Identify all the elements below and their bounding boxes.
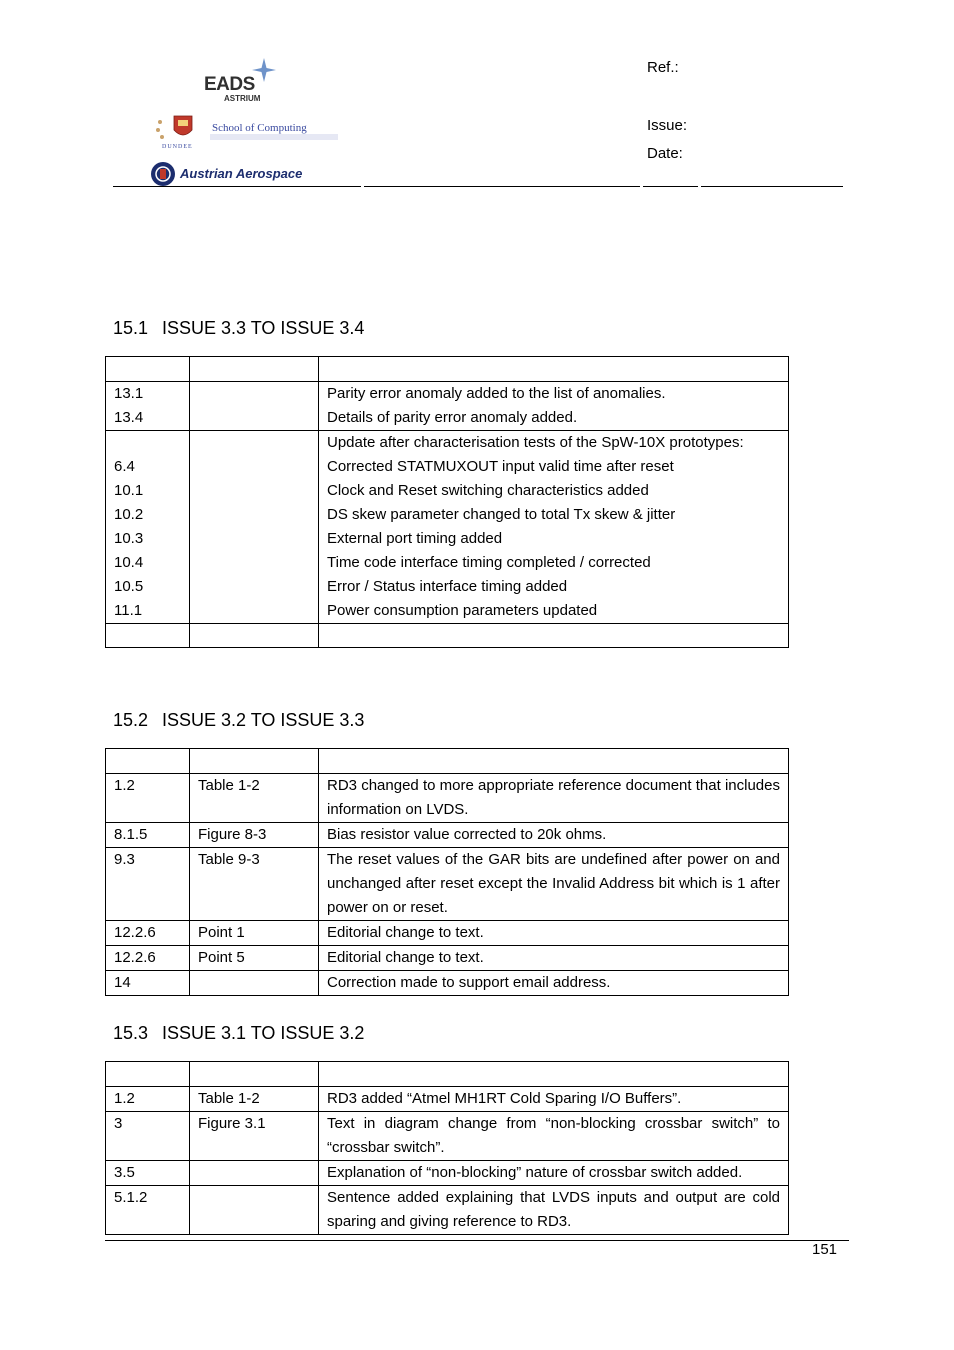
header-cell — [106, 749, 190, 774]
item-cell — [190, 382, 319, 431]
header-cell — [106, 357, 190, 382]
header-rule-1 — [113, 186, 361, 187]
section-cell: 9.3 — [106, 848, 190, 921]
eads-logo-text: EADS — [204, 74, 255, 95]
date-label: Date: — [647, 145, 683, 162]
header-cell — [319, 357, 789, 382]
table-row — [106, 823, 789, 848]
table-header-row — [106, 1062, 789, 1087]
table-header-row — [106, 357, 789, 382]
item-cell: Table 9-3 — [190, 848, 319, 921]
section-number: 15.3 — [113, 1023, 149, 1043]
description-cell: The reset values of the GAR bits are undefined after power on and unchanged after reset except the Invalid Address bit which is 1 after power on or reset. — [319, 848, 789, 921]
school-of-computing-text: School of Computing — [212, 122, 307, 134]
header-cell — [190, 749, 319, 774]
header-rule-2 — [364, 186, 640, 187]
ref-label: Ref.: — [647, 59, 679, 76]
section-title: ISSUE 3.3 TO ISSUE 3.4 — [162, 318, 365, 338]
section-cell: 3 — [106, 1112, 190, 1161]
section-cell: 13.1 13.4 — [106, 382, 190, 431]
section-title: ISSUE 3.1 TO ISSUE 3.2 — [162, 1023, 365, 1043]
footer-rule — [105, 1240, 849, 1241]
section-cell: 12.2.6 — [106, 946, 190, 971]
section-cell: 1.2 — [106, 774, 190, 823]
austrian-aerospace-text: Austrian Aerospace — [180, 166, 303, 181]
table-row — [106, 1112, 789, 1161]
section-heading-15-1 — [113, 318, 364, 339]
table-row — [106, 382, 789, 431]
header-rule-3 — [643, 186, 698, 187]
header-rule-4 — [701, 186, 843, 187]
empty-cell — [190, 624, 319, 648]
section-cell: 5.1.2 — [106, 1186, 190, 1235]
table-header-row — [106, 749, 789, 774]
empty-cell — [106, 624, 190, 648]
description-cell: Sentence added explaining that LVDS inputs and output are cold sparing and giving reference to RD3. — [319, 1186, 789, 1235]
item-cell: Point 5 — [190, 946, 319, 971]
change-table-15-3 — [105, 1061, 789, 1235]
page-number: 151 — [812, 1241, 838, 1258]
header-cell — [319, 1062, 789, 1087]
table-row — [106, 1186, 789, 1235]
section-heading-15-3 — [113, 1023, 364, 1044]
description-cell: Bias resistor value corrected to 20k ohms. — [319, 823, 789, 848]
astrium-logo-text: ASTRIUM — [224, 94, 261, 103]
item-cell: Table 1-2 — [190, 1087, 319, 1112]
section-cell: 12.2.6 — [106, 921, 190, 946]
table-row — [106, 848, 789, 921]
description-cell: Text in diagram change from “non-blocking crossbar switch” to “crossbar switch”. — [319, 1112, 789, 1161]
dundee-caption-text: DUNDEE — [162, 144, 193, 150]
description-cell: Correction made to support email address. — [319, 971, 789, 996]
description-cell: RD3 changed to more appropriate reference document that includes information on LVDS. — [319, 774, 789, 823]
table-row — [106, 1161, 789, 1186]
item-cell: Table 1-2 — [190, 774, 319, 823]
eads-astrium-logo — [200, 56, 280, 106]
description-cell: Update after characterisation tests of the SpW-10X prototypes: Corrected STATMUXOUT input valid time after reset Clock and Reset switching characteristics added DS skew parameter changed to total Tx skew & jitter External port timing added Time code interface timing completed / corrected Error / Status interface timing added Power consumption parameters updated — [319, 431, 789, 624]
header-cell — [190, 357, 319, 382]
description-cell: Explanation of “non-blocking” nature of crossbar switch added. — [319, 1161, 789, 1186]
table-row — [106, 946, 789, 971]
change-table-15-1 — [105, 356, 789, 648]
section-number: 15.1 — [113, 318, 149, 338]
item-cell: Figure 3.1 — [190, 1112, 319, 1161]
section-cell: 3.5 — [106, 1161, 190, 1186]
section-cell: 6.4 10.1 10.2 10.3 10.4 10.5 11.1 — [106, 431, 190, 624]
header-cell — [190, 1062, 319, 1087]
description-cell: Editorial change to text. — [319, 946, 789, 971]
item-cell: Point 1 — [190, 921, 319, 946]
table-row — [106, 774, 789, 823]
table-row-empty — [106, 624, 789, 648]
table-row — [106, 921, 789, 946]
section-number: 15.2 — [113, 710, 149, 730]
table-row — [106, 431, 789, 624]
item-cell — [190, 1161, 319, 1186]
header-cell — [319, 749, 789, 774]
section-heading-15-2 — [113, 710, 364, 731]
issue-label: Issue: — [647, 117, 688, 134]
change-table-15-2 — [105, 748, 789, 996]
university-of-dundee-logo — [150, 110, 340, 158]
description-cell: Editorial change to text. — [319, 921, 789, 946]
section-title: ISSUE 3.2 TO ISSUE 3.3 — [162, 710, 365, 730]
table-row — [106, 971, 789, 996]
description-cell: RD3 added “Atmel MH1RT Cold Sparing I/O Buffers”. — [319, 1087, 789, 1112]
item-cell — [190, 971, 319, 996]
austrian-aerospace-logo — [150, 160, 350, 188]
item-cell: Figure 8-3 — [190, 823, 319, 848]
item-cell — [190, 431, 319, 624]
item-cell — [190, 1186, 319, 1235]
empty-cell — [319, 624, 789, 648]
description-cell: Parity error anomaly added to the list of anomalies. Details of parity error anomaly added. — [319, 382, 789, 431]
section-cell: 14 — [106, 971, 190, 996]
table-row — [106, 1087, 789, 1112]
header-cell — [106, 1062, 190, 1087]
section-cell: 1.2 — [106, 1087, 190, 1112]
section-cell: 8.1.5 — [106, 823, 190, 848]
